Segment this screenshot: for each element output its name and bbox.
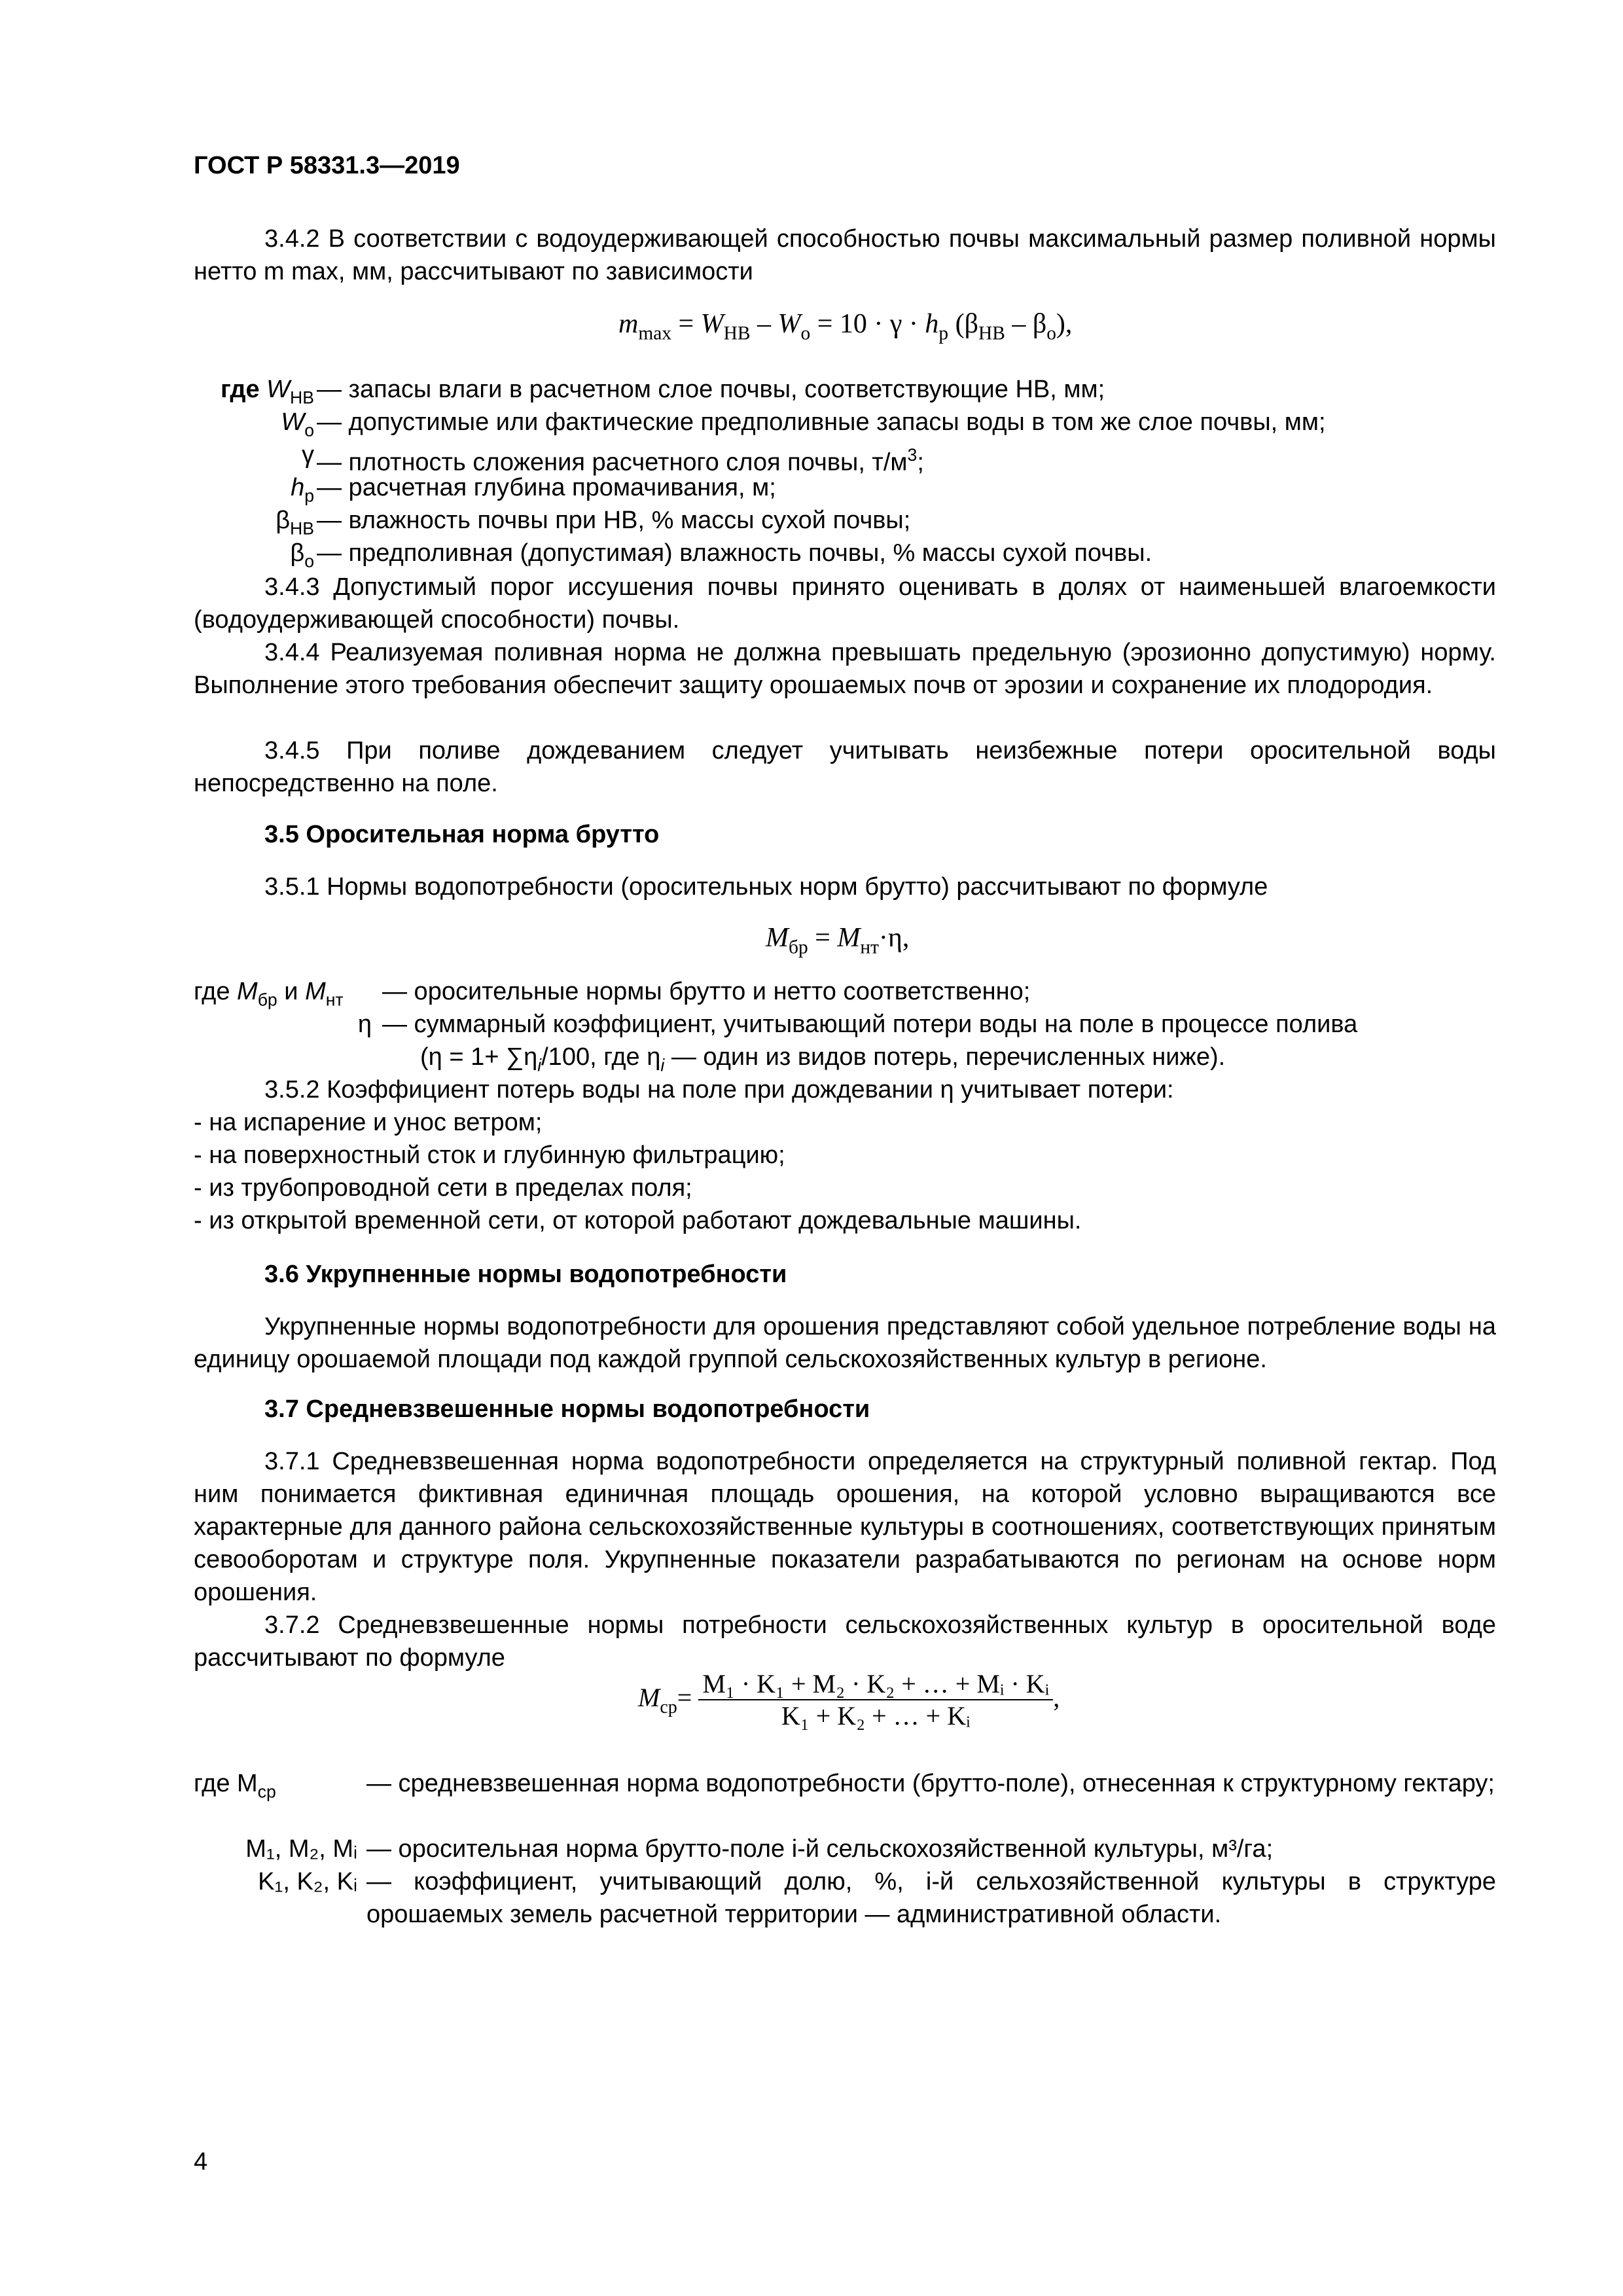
def3-text-1: — оросительная норма брутто-поле i-й сельскохозяйственной культуры, м³/га; xyxy=(366,1835,1274,1863)
paragraph-3-5-2: 3.5.2 Коэффициент потерь воды на поле при дождевании η учитывает потери: xyxy=(264,1076,1174,1103)
f1-h: h xyxy=(925,309,939,339)
def1-text-0: — запасы влаги в расчетном слое почвы, соответствующие НВ, мм; xyxy=(317,376,1105,403)
def2-m1: M xyxy=(237,978,258,1005)
def1-sub: НВ xyxy=(290,518,314,539)
f2-m: M xyxy=(766,923,789,953)
f3-lhs: M xyxy=(638,1683,660,1713)
def1-sym: W xyxy=(281,408,305,436)
def1-sub: р xyxy=(304,486,314,506)
heading-3-6: 3.6 Укрупненные нормы водопотребности xyxy=(264,1261,787,1288)
def1-text-2-main: — плотность сложения расчетного слоя почвы, т/м xyxy=(317,448,908,476)
f1-wo: W xyxy=(777,309,801,339)
formula-mmax xyxy=(618,308,1072,350)
paragraph-3-7-2: 3.7.2 Средневзвешенные нормы потребности сельскохозяйственных культур в оросительной воде рассчитывают по формуле xyxy=(194,1611,1496,1672)
f3-lhs-sub: ср xyxy=(660,1696,677,1717)
def2-line-1 xyxy=(194,975,344,1016)
paragraph-3-4-3: 3.4.3 Допустимый порог иссушения почвы принято оценивать в долях от наименьшей влагоемкости (водоудерживающей способности) почвы. xyxy=(194,573,1496,634)
document-header: ГОСТ Р 58331.3—2019 xyxy=(194,152,460,179)
def1-text-5: — предполивная (допустимая) влажность почвы, % массы сухой почвы. xyxy=(317,539,1152,567)
def2-where: где xyxy=(194,978,238,1005)
def1-sym: β xyxy=(290,539,305,567)
def1-sub: о xyxy=(304,551,314,571)
def1-sym: β xyxy=(276,507,291,534)
formula-m-sr xyxy=(638,1669,1060,1732)
def3-sub: ср xyxy=(257,1782,276,1802)
paragraph-3-4-4: 3.4.4 Реализуемая поливная норма не должна превышать предельную (эрозионно допустимую) норму. Выполнение этого требования обеспечит защиту орошаемых почв от эрозии и сохранение их плодородия. xyxy=(194,639,1496,699)
def1-sym: h xyxy=(291,474,305,501)
def3-symbol-m-sr xyxy=(194,1767,276,1808)
f1-w-sub: НВ xyxy=(723,323,751,344)
f2-m2-sub: нт xyxy=(860,937,879,958)
paragraph-3-6: Укрупненные нормы водопотребности для орошения представляют собой удельное потребление воды на единицу орошаемой площади под каждой группой сельскохозяйственных культур в регионе. xyxy=(194,1313,1496,1373)
paragraph-3-4-5: 3.4.5 При поливе дождеванием следует учитывать неизбежные потери оросительной воды непосредственно на поле. xyxy=(194,737,1496,797)
def2-m2-sub: нт xyxy=(325,990,344,1010)
def3-text-2: — коэффициент, учитывающий долю, %, i-й сельхозяйственной культуры в структуре орошаемых земель расчетной территории — административной области. xyxy=(366,1868,1496,1928)
def1-text-1: — допустимые или фактические предполивные запасы воды в том же слое почвы, мм; xyxy=(317,408,1326,436)
def2-l3-sub2: i xyxy=(660,1055,665,1075)
f1-lhs-sub: max xyxy=(638,323,671,344)
def3-symbol-m-list: M₁, M₂, Mᵢ xyxy=(245,1835,357,1863)
list-item: - на испарение и унос ветром; xyxy=(194,1109,543,1136)
f3-eq: = xyxy=(677,1683,692,1713)
def2-l3-b: /100, где η xyxy=(541,1043,661,1071)
f2-m2: M xyxy=(837,923,861,953)
f2-rest: ·η, xyxy=(878,923,910,953)
f1-eq: = xyxy=(678,309,694,339)
def3-sym: где M xyxy=(194,1770,258,1797)
def2-l3-sub: i xyxy=(537,1055,542,1075)
def1-sub: о xyxy=(304,420,314,440)
list-item: - из открытой временной сети, от которой работают дождевальные машины. xyxy=(194,1207,1082,1234)
f2-m-sub: бр xyxy=(789,937,808,958)
def2-m2: M xyxy=(305,978,326,1005)
def1-text-4: — влажность почвы при НВ, % массы сухой почвы; xyxy=(317,507,911,534)
def1-text-3: — расчетная глубина промачивания, м; xyxy=(317,474,776,501)
def1-gamma-sup: 3 xyxy=(907,445,918,465)
f3-tail: , xyxy=(1053,1683,1060,1713)
f3-numerator: M₁ · K₁ + M₂ · K₂ + … + Mᵢ · Kᵢ xyxy=(698,1669,1053,1700)
f1-w: W xyxy=(700,309,724,339)
list-item: - из трубопроводной сети в пределах поля; xyxy=(194,1174,692,1202)
def2-l3-a: (η = 1+ ∑η xyxy=(420,1043,538,1071)
def2-text-1: — оросительные нормы брутто и нетто соответственно; xyxy=(382,978,1031,1005)
f1-beta-hb: (β xyxy=(955,309,978,339)
def1-where: где xyxy=(220,376,267,403)
def2-and: и xyxy=(277,978,306,1005)
f1-beta-o-sub: о xyxy=(1046,323,1056,344)
f1-beta-minus: – β xyxy=(1005,309,1047,339)
f1-h-sub: р xyxy=(938,323,949,344)
heading-3-7: 3.7 Средневзвешенные нормы водопотребности xyxy=(264,1395,870,1423)
p342-text: 3.4.2 В соответствии с водоудерживающей способностью почвы максимальный размер поливной нормы нетто m max, мм, рассчитывают по зависимости xyxy=(194,225,1496,285)
def2-symbol-eta: η xyxy=(357,1011,372,1038)
formula-m-br xyxy=(766,922,909,963)
f1-lhs: m xyxy=(618,309,639,339)
def1-symbol-gamma xyxy=(302,439,314,471)
def2-m1-sub: бр xyxy=(257,990,277,1010)
f1-wo-sub: о xyxy=(800,323,811,344)
f3-fraction xyxy=(698,1669,1053,1732)
paragraph-3-4-2 xyxy=(194,223,1496,288)
def1-sym: W xyxy=(266,376,291,403)
paragraph-3-5-1: 3.5.1 Нормы водопотребности (оросительных норм брутто) рассчитывают по формуле xyxy=(264,873,1268,901)
page-number: 4 xyxy=(194,2148,208,2176)
paragraph-3-7-1: 3.7.1 Средневзвешенная норма водопотребности определяется на структурный поливной гектар. Под ним понимается фиктивная единичная площадь орошения, на которой условно выращиваются все характерные для данного района сельскохозяйственные культуры в соотношениях, соответствующих принятым севооборотам и структуре поля. Укрупненные показатели разрабатываются по регионам на основе норм орошения. xyxy=(194,1448,1496,1606)
def2-text-2: — суммарный коэффициент, учитывающий потери воды на поле в процессе полива xyxy=(382,1011,1358,1038)
def1-sym: γ xyxy=(302,441,314,469)
list-item: - на поверхностный сток и глубинную фильтрацию; xyxy=(194,1141,785,1169)
def1-gamma-end: ; xyxy=(917,448,924,476)
def3-text-0: — средневзвешенная норма водопотребности (брутто-поле), отнесенная к структурному гектару; xyxy=(366,1770,1495,1797)
f1-close: ), xyxy=(1056,309,1073,339)
f3-denominator: K₁ + K₂ + … + Kᵢ xyxy=(781,1701,971,1731)
f1-beta-hb-sub: НВ xyxy=(978,323,1005,344)
f1-rest: = 10 · γ · xyxy=(817,309,918,339)
heading-3-5: 3.5 Оросительная норма брутто xyxy=(264,821,660,848)
f1-minus: – xyxy=(757,309,771,339)
def3-symbol-k-list: K₁, K₂, Kᵢ xyxy=(258,1868,357,1895)
def1-sub: НВ xyxy=(290,387,314,408)
def2-l3-c: — один из видов потерь, перечисленных ниже). xyxy=(664,1043,1226,1071)
f2-eq: = xyxy=(808,923,838,953)
